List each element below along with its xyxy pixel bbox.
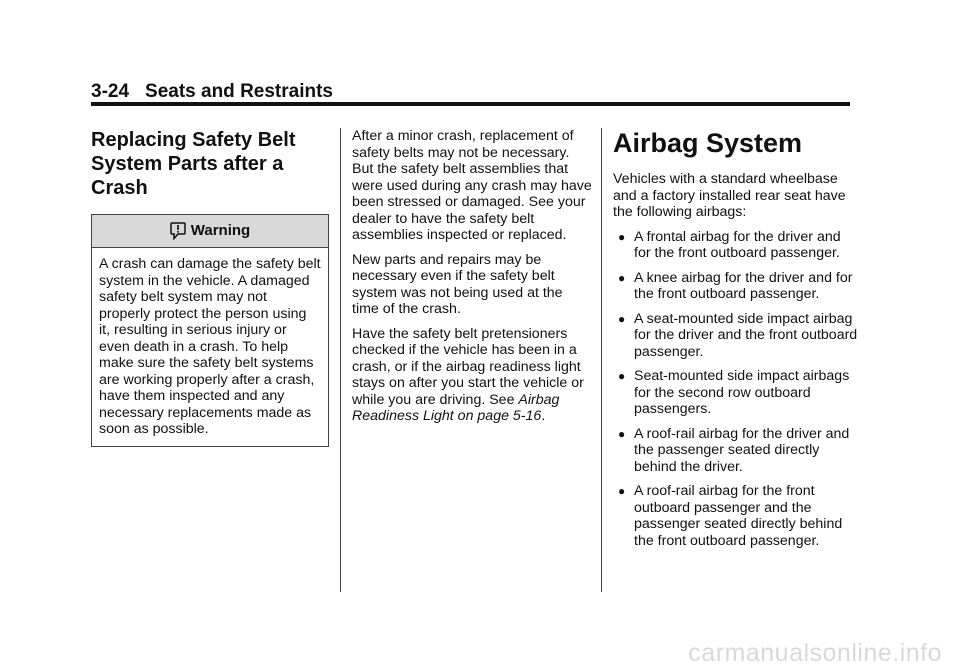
list-item — [613, 270, 858, 303]
list-item — [613, 426, 858, 476]
page-header — [91, 80, 333, 104]
paragraph-minor-crash: After a minor crash, replacement of safety belts may not be necessary. But the safety belt assemblies that were used during any crash may have been stressed or damaged. See your dealer to have the safety belt assemblies inspected or replaced. — [352, 128, 592, 243]
watermark: carmanualsonline.info — [688, 639, 942, 667]
header-rule — [91, 102, 850, 106]
page-number: 3-24 — [91, 81, 130, 102]
bullet-icon: ● — [618, 270, 626, 285]
paragraph-pretensioners — [352, 326, 592, 425]
airbag-intro: Vehicles with a standard wheelbase and a factory installed rear seat have the following airbags: — [613, 171, 846, 220]
left-column — [91, 128, 329, 447]
bullet-icon: ● — [618, 229, 626, 244]
airbag-readiness-link[interactable]: Airbag Readiness Light on page 5-16 — [352, 391, 560, 424]
bullet-icon: ● — [618, 426, 626, 441]
right-column — [613, 128, 858, 557]
bullet-icon: ● — [618, 311, 626, 326]
warning-body: A crash can damage the safety belt system in the vehicle. A damaged safety belt system may not properly protect the person using it, resulting in serious injury or even death in a crash. To help make sure the safety belt systems are working properly after a crash, have them inspected and any necessary replacements made as soon as possible. — [99, 256, 321, 437]
list-item-text: A knee airbag for the driver and for the front outboard passenger. — [634, 269, 853, 302]
list-item — [613, 311, 858, 361]
list-item-text: A frontal airbag for the driver and for the front outboard passenger. — [634, 228, 841, 261]
column-divider-1 — [340, 128, 341, 592]
bullet-icon: ● — [618, 369, 626, 383]
list-item — [613, 229, 858, 262]
replacing-parts-heading: Replacing Safety Belt System Parts after a Crash — [91, 129, 296, 199]
pretensioners-text: Have the safety belt pretensioners checked if the vehicle has been in a crash, or if the airbag readiness light stays on after you start the vehicle or while you are driving. See — [352, 325, 584, 408]
bullet-icon: ● — [618, 484, 626, 498]
list-item-text: A roof-rail airbag for the driver and the passenger seated directly behind the driver. — [634, 425, 850, 475]
list-item-text: A roof-rail airbag for the front outboard passenger and the passenger seated directly behind the front outboard passenger. — [634, 483, 843, 549]
warning-header — [92, 215, 328, 248]
airbag-list — [613, 229, 858, 550]
warning-title: Warning — [190, 221, 251, 239]
paragraph-new-parts: New parts and repairs may be necessary even if the safety belt system was not being used at the time of the crash. — [352, 251, 563, 317]
airbag-system-heading: Airbag System — [613, 128, 803, 158]
list-item — [613, 368, 858, 418]
section-title: Seats and Restraints — [145, 81, 333, 102]
pretensioners-end: . — [541, 408, 546, 424]
warning-icon — [170, 222, 186, 240]
warning-box — [91, 214, 329, 447]
list-item-text: Seat-mounted side impact airbags for the second row outboard passengers. — [634, 368, 850, 417]
list-item-text: A seat-mounted side impact airbag for the driver and the front outboard passenger. — [634, 310, 858, 360]
column-divider-2 — [601, 128, 602, 592]
middle-column — [352, 128, 592, 433]
list-item — [613, 483, 858, 549]
